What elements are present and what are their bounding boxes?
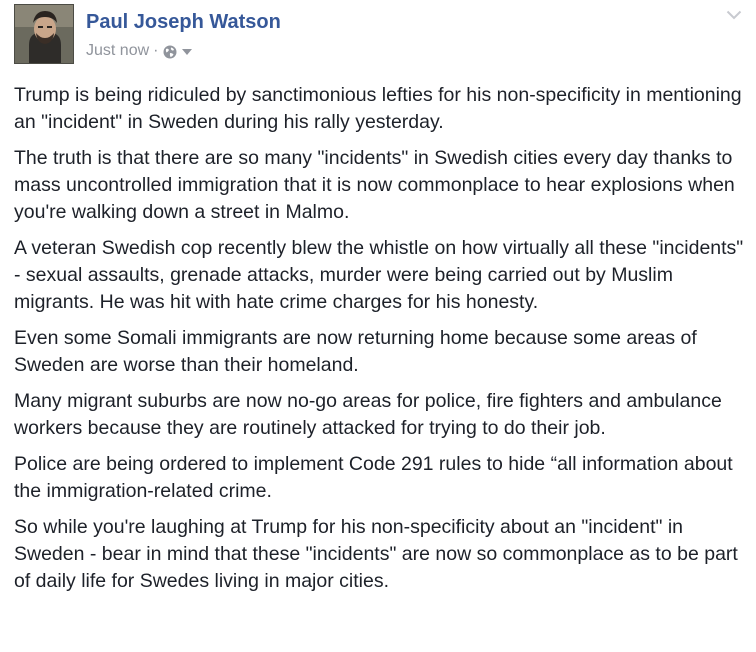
post-meta — [86, 41, 192, 61]
post-paragraph: The truth is that there are so many "incidents" in Swedish cities every day thanks to mass uncontrolled immigration that it is now commonplace to hear explosions when you're walking down a street in Malmo. — [14, 147, 735, 223]
globe-icon[interactable] — [163, 45, 177, 59]
post-body — [14, 82, 744, 604]
avatar[interactable] — [14, 4, 74, 64]
author-name-link[interactable]: Paul Joseph Watson — [86, 11, 281, 33]
post-paragraph: Many migrant suburbs are now no-go areas for police, fire fighters and ambulance workers because they are routinely attacked for trying to do their job. — [14, 390, 722, 439]
meta-separator: · — [153, 42, 159, 59]
post-paragraph: So while you're laughing at Trump for his non-specificity about an "incident" in Sweden - bear in mind that these "incidents" are now so commonplace as to be part of daily life for Swedes living in major cities. — [14, 516, 738, 592]
timestamp-link[interactable]: Just now — [86, 42, 150, 59]
post-paragraph: Trump is being ridiculed by sanctimonious lefties for his non-specificity in mentioning an "incident" in Sweden during his rally yesterday. — [14, 84, 742, 133]
post-paragraph: Police are being ordered to implement Code 291 rules to hide “all information about the immigration-related crime. — [14, 453, 733, 502]
post-header — [14, 4, 744, 66]
chevron-down-icon[interactable] — [726, 10, 742, 20]
caret-down-icon[interactable] — [182, 48, 192, 56]
avatar-portrait-image — [15, 5, 74, 64]
post-paragraph: A veteran Swedish cop recently blew the whistle on how virtually all these "incidents" - sexual assaults, grenade attacks, murder were being carried out by Muslim migrants. He was hit with hate crime charges for his honesty. — [14, 237, 744, 313]
post-paragraph: Even some Somali immigrants are now returning home because some areas of Sweden are worse than their homeland. — [14, 327, 697, 376]
